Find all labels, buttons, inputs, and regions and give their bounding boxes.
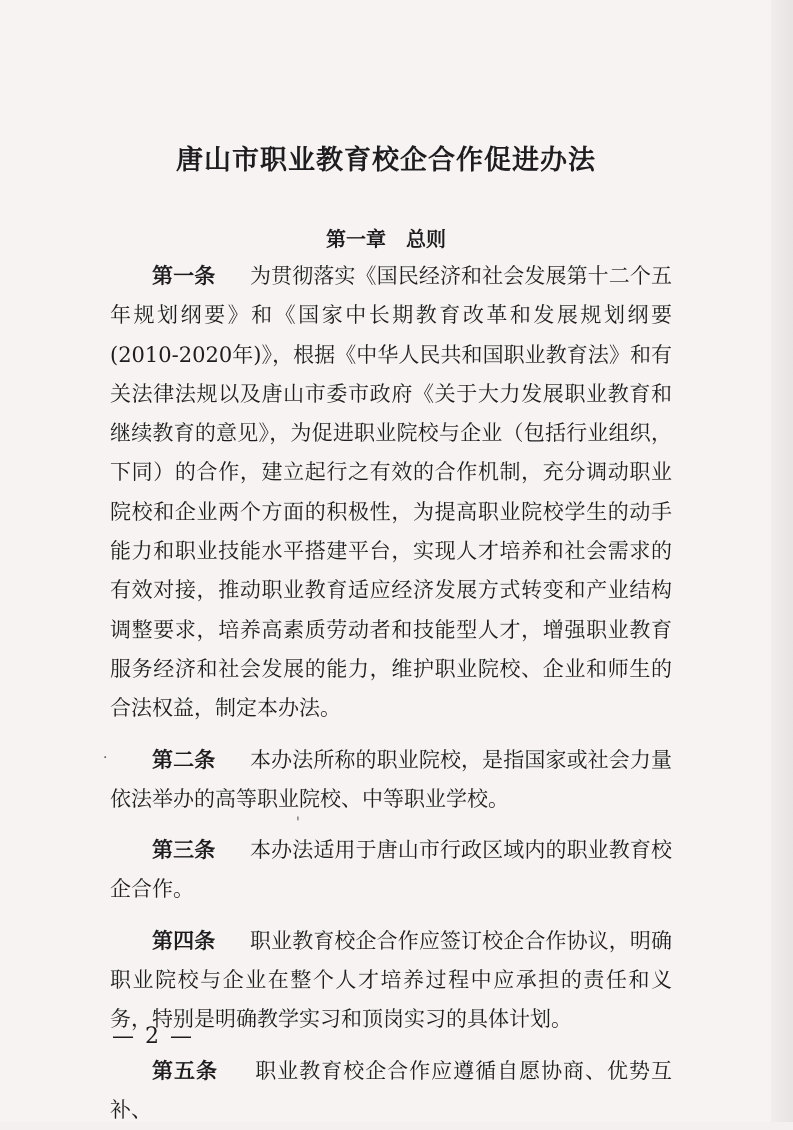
scan-speck: ': [296, 815, 300, 831]
article-label: 第二条: [152, 747, 216, 772]
article-text: 本办法适用于唐山市行政区域内的职业教育校企合作。: [110, 838, 672, 902]
article-text: 本办法所称的职业院校，是指国家或社会力量依法举办的高等职业院校、中等职业学校。: [110, 747, 672, 811]
article-text: 为贯彻落实《国民经济和社会发展第十二个五年规划纲要》和《国家中长期教育改革和发展规划纲要(2010-2020年)》，根据《中华人民共和国职业教育法》和有关法律法规以及唐山市委市政府《关于大力发展职业教育和继续教育的意见》，为促进职业院校与企业（包括行业组织，下同）的合作，建立起行之有效的合作机制，充分调动职业院校和企业两个方面的积极性，为提高职业院校学生的动手能力和职业技能水平搭建平台，实现人才培养和社会需求的有效对接，推动职业教育适应经济发展方式转变和产业结构调整要求，培养高素质劳动者和技能型人才，增强职业教育服务经济和社会发展的能力，维护职业院校、企业和师生的合法权益，制定本办法。: [110, 264, 672, 721]
article-5: [110, 1052, 672, 1130]
document-title: 唐山市职业教育校企合作促进办法: [176, 145, 596, 176]
article-1: [110, 257, 672, 729]
article-text: 职业教育校企合作应签订校企合作协议，明确职业院校与企业在整个人才培养过程中应承担的责任和义务，特别是明确教学实习和顶岗实习的具体计划。: [110, 928, 672, 1032]
page-edge-shadow: [771, 0, 793, 1122]
page-number: — 2 —: [112, 1024, 194, 1049]
article-label: 第三条: [152, 838, 216, 863]
article-label: 第五条: [152, 1058, 218, 1083]
scan-speck: ·: [103, 750, 108, 766]
article-4: [110, 922, 672, 1040]
article-text: 职业教育校企合作应遵循自愿协商、优势互补、: [110, 1058, 672, 1122]
document-body: [110, 257, 672, 1130]
chapter-heading: 第一章 总则: [326, 227, 446, 251]
article-2: [110, 741, 672, 820]
article-label: 第四条: [152, 928, 216, 953]
article-3: [110, 831, 672, 910]
article-label: 第一条: [152, 264, 216, 288]
